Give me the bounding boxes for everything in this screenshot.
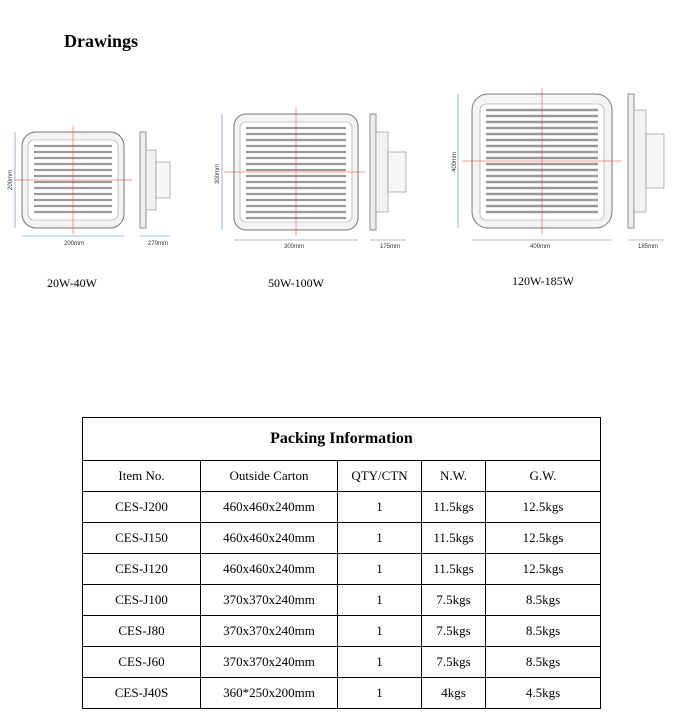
drawing-caption: 20W-40W (47, 276, 97, 290)
front-view (458, 88, 622, 240)
table-cell: 11.5kgs (422, 492, 486, 523)
table-cell: 8.5kgs (486, 616, 601, 647)
table-cell: 12.5kgs (486, 554, 601, 585)
side-dimension-label: 175mm (380, 244, 401, 250)
height-dimension-label: 300mm (215, 163, 221, 184)
table-cell: 12.5kgs (486, 492, 601, 523)
side-view (370, 114, 406, 240)
column-header: Outside Carton (201, 461, 338, 492)
table-cell: 4.5kgs (486, 678, 601, 709)
table-cell: 12.5kgs (486, 523, 601, 554)
table-cell: 1 (338, 554, 422, 585)
table-cell: 460x460x240mm (201, 554, 338, 585)
table-cell: 370x370x240mm (201, 616, 338, 647)
side-view (140, 132, 170, 236)
table-cell: CES-J80 (83, 616, 201, 647)
table-cell: 370x370x240mm (201, 647, 338, 678)
table-row (83, 616, 601, 647)
side-dimension-label: 185mm (638, 244, 659, 250)
table-cell: 8.5kgs (486, 647, 601, 678)
table-cell: 460x460x240mm (201, 523, 338, 554)
drawing-caption: 120W-185W (512, 274, 574, 288)
drawing-120w-185w (450, 88, 680, 254)
table-cell: 4kgs (422, 678, 486, 709)
table-row (83, 678, 601, 709)
table-cell: 1 (338, 585, 422, 616)
table-cell: 11.5kgs (422, 523, 486, 554)
side-dimension-label: 270mm (148, 241, 169, 247)
table-cell: 7.5kgs (422, 585, 486, 616)
page-title: Drawings (64, 31, 139, 51)
table-row (83, 647, 601, 678)
column-header: QTY/CTN (338, 461, 422, 492)
table-cell: CES-J120 (83, 554, 201, 585)
column-header: Item No. (83, 461, 201, 492)
table-cell: CES-J150 (83, 523, 201, 554)
height-dimension-label: 400mm (452, 151, 458, 172)
drawing-caption: 50W-100W (268, 276, 324, 290)
table-cell: 370x370x240mm (201, 585, 338, 616)
table-row (83, 523, 601, 554)
table-cell: CES-J100 (83, 585, 201, 616)
table-cell: CES-J200 (83, 492, 201, 523)
table-cell: 460x460x240mm (201, 492, 338, 523)
table-cell: CES-J60 (83, 647, 201, 678)
width-dimension-label: 300mm (284, 244, 305, 250)
table-row (83, 492, 601, 523)
table-row (83, 554, 601, 585)
table-cell: 360*250x200mm (201, 678, 338, 709)
table-cell: 8.5kgs (486, 585, 601, 616)
width-dimension-label: 400mm (530, 244, 551, 250)
table-cell: 7.5kgs (422, 616, 486, 647)
table-title: Packing Information (83, 418, 601, 461)
table-row (83, 585, 601, 616)
front-view (14, 126, 132, 236)
drawing-20w-40w (4, 120, 184, 250)
table-cell: 1 (338, 647, 422, 678)
table-cell: 1 (338, 678, 422, 709)
height-dimension-label: 200mm (8, 169, 14, 190)
front-view (222, 108, 366, 240)
table-header-row (83, 461, 601, 492)
packing-table (82, 417, 601, 709)
table-cell: 11.5kgs (422, 554, 486, 585)
column-header: N.W. (422, 461, 486, 492)
side-view (628, 94, 664, 240)
table-cell: 1 (338, 492, 422, 523)
column-header: G.W. (486, 461, 601, 492)
table-cell: 7.5kgs (422, 647, 486, 678)
drawing-50w-100w (208, 106, 428, 254)
width-dimension-label: 200mm (64, 241, 85, 247)
table-cell: 1 (338, 616, 422, 647)
table-cell: CES-J40S (83, 678, 201, 709)
table-cell: 1 (338, 523, 422, 554)
